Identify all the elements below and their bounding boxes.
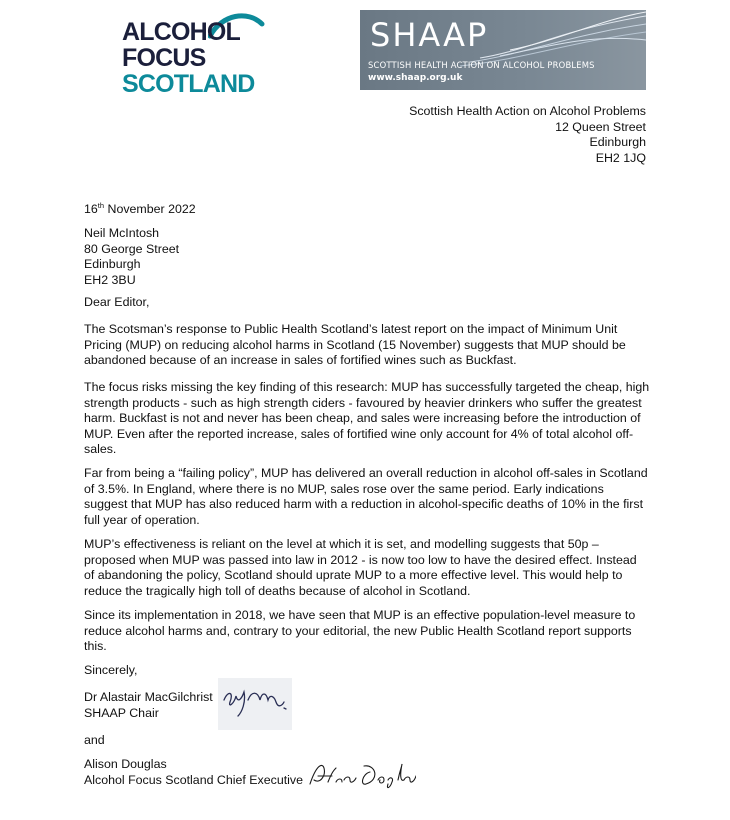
signatory-2-name: Alison Douglas: [84, 757, 167, 771]
recipient-name: Neil McIntosh: [84, 226, 160, 240]
signatory-2-title: Alcohol Focus Scotland Chief Executive: [84, 772, 304, 787]
conjunction-and: and: [84, 733, 105, 747]
logo-text-scotland: SCOTLAND: [122, 70, 255, 98]
logo-text-alcohol: ALCOHOL: [122, 18, 240, 46]
shaap-title: SHAAP: [370, 16, 489, 54]
body-paragraph: MUP’s effectiveness is reliant on the level at which it is set, and modelling suggests that 50p – proposed when MUP was passed into law in 2012 - is now too low to have the desired effect. Instead of abandoning the policy, Scotland should uprate MUP to a more effective level. This would help to reduce the tragically high toll of deaths because of alcohol in Scotland.: [84, 537, 637, 598]
sender-address-line: Edinburgh: [589, 135, 646, 149]
logo-text-focus: FOCUS: [122, 44, 206, 72]
letter-date: [84, 202, 196, 218]
handwritten-signature-1-icon: [218, 678, 292, 730]
signatory-2: [84, 757, 303, 788]
salutation: Dear Editor,: [84, 295, 150, 309]
shaap-subtitle: SCOTTISH HEALTH ACTION ON ALCOHOL PROBLEMS: [368, 60, 595, 70]
signatory-1-title: SHAAP Chair: [84, 705, 159, 720]
signature-2-image: [306, 760, 416, 795]
signature-1-image: [218, 678, 292, 730]
date-suffix: th: [97, 201, 105, 210]
recipient-city: Edinburgh: [84, 257, 141, 271]
signatory-1: [84, 690, 213, 721]
sender-address-line: Scottish Health Action on Alcohol Problems: [409, 104, 646, 118]
recipient-street: 80 George Street: [84, 241, 180, 256]
signatory-1-name: Dr Alastair MacGilchrist: [84, 690, 213, 704]
body-paragraph: Since its implementation in 2018, we have seen that MUP is an effective population-level measure to reduce alcohol harms and, contrary to your editorial, the new Public Health Scotland report supports this.: [84, 608, 636, 653]
body-paragraph: The focus risks missing the key finding of this research: MUP has successfully targeted the cheap, high strength products - such as high strength ciders - favoured by heavier drinkers who suffer the greatest harm. Buckfast is not and never has been cheap, and sales were increasing before the introduction of MUP. Even after the reported increase, sales of fortified wine only account for 4% of total alcohol off-sales.: [84, 380, 650, 456]
recipient-address: [84, 226, 179, 288]
body-paragraph: The Scotsman’s response to Public Health Scotland’s latest report on the impact of Minimum Unit Pricing (MUP) on reducing alcohol harms in Scotland (15 November) suggests that MUP should be abandoned because of an increase in sales of fortified wines such as Buckfast.: [84, 322, 626, 367]
date-month-year: November 2022: [104, 202, 196, 216]
sender-address-line: EH2 1JQ: [595, 150, 646, 165]
shaap-logo: [360, 10, 646, 90]
handwritten-signature-2-icon: [306, 760, 416, 790]
alcohol-focus-scotland-logo: [122, 10, 272, 98]
body-paragraph: Far from being a “failing policy”, MUP has delivered an overall reduction in alcohol off-sales in Scotland of 3.5%. In England, where there is no MUP, sales rose over the same period. Early indications suggest that MUP has also reduced harm with a reduction in alcohol-specific deaths of 10% in the first full year of operation.: [84, 466, 648, 527]
recipient-postcode: EH2 3BU: [84, 272, 136, 287]
date-day: 16: [84, 202, 98, 216]
sender-address: [409, 104, 646, 166]
shaap-url: www.shaap.org.uk: [368, 73, 463, 83]
closing: Sincerely,: [84, 663, 138, 677]
sender-address-line: 12 Queen Street: [555, 119, 646, 134]
